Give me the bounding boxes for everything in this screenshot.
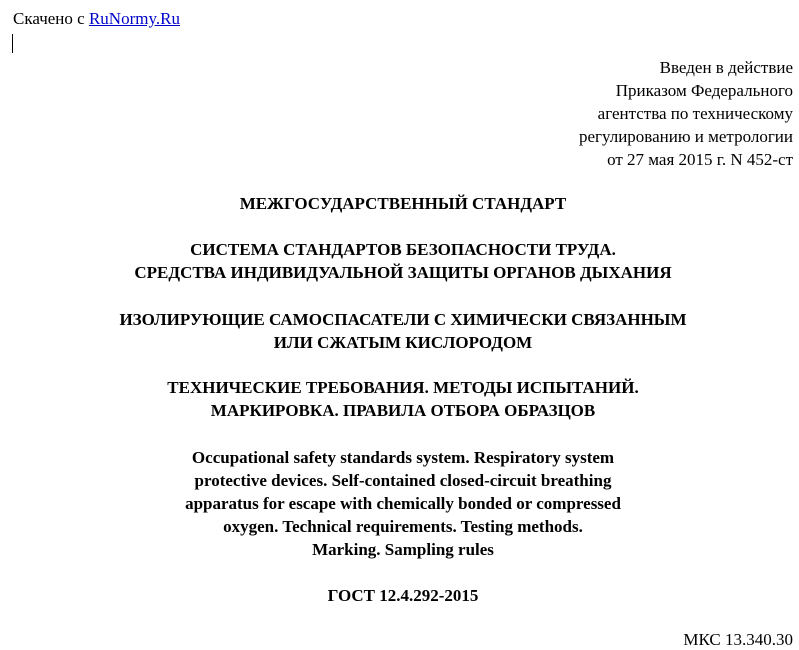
heading-line: МЕЖГОСУДАРСТВЕННЫЙ СТАНДАРТ <box>239 194 567 213</box>
title-line: СИСТЕМА СТАНДАРТОВ БЕЗОПАСНОСТИ ТРУДА. <box>190 240 616 259</box>
intro-line: от 27 мая 2015 г. N 452-ст <box>607 150 793 169</box>
gost-number-text: ГОСТ 12.4.292-2015 <box>327 586 479 605</box>
introduction-notice <box>473 56 793 171</box>
runormy-link[interactable]: RuNormy.Ru <box>88 9 180 28</box>
title-ru-block-2 <box>0 308 799 354</box>
title-en-line: apparatus for escape with chemically bonded or compressed <box>185 494 621 513</box>
title-ru-block-1 <box>0 238 799 284</box>
title-line: ТЕХНИЧЕСКИЕ ТРЕБОВАНИЯ. МЕТОДЫ ИСПЫТАНИЙ. <box>167 378 639 397</box>
text-cursor <box>12 34 13 53</box>
title-line: СРЕДСТВА ИНДИВИДУАЛЬНОЙ ЗАЩИТЫ ОРГАНОВ ДЫХАНИЯ <box>134 263 672 282</box>
title-en-line: oxygen. Technical requirements. Testing methods. <box>223 517 583 536</box>
title-en-line: Occupational safety standards system. Respiratory system <box>191 448 615 467</box>
title-ru-block-3 <box>0 376 799 422</box>
source-prefix: Скачено с <box>13 9 85 28</box>
source-line <box>13 9 180 29</box>
title-en-line: Marking. Sampling rules <box>312 540 494 559</box>
title-en-block <box>0 446 799 561</box>
intro-line: агентства по техническому <box>597 104 793 123</box>
gost-number <box>0 584 799 607</box>
title-line: МАРКИРОВКА. ПРАВИЛА ОТБОРА ОБРАЗЦОВ <box>210 401 596 420</box>
title-line: ИЗОЛИРУЮЩИЕ САМОСПАСАТЕЛИ С ХИМИЧЕСКИ СВЯЗАННЫМ <box>119 310 687 329</box>
intro-line: Введен в действие <box>659 58 793 77</box>
interstate-standard-heading <box>0 192 799 215</box>
mks-code: МКС 13.340.30 <box>683 630 793 649</box>
intro-line: регулированию и метрологии <box>578 127 793 146</box>
title-line: ИЛИ СЖАТЫМ КИСЛОРОДОМ <box>273 333 533 352</box>
intro-line: Приказом Федерального <box>615 81 793 100</box>
title-en-line: protective devices. Self-contained closed-circuit breathing <box>194 471 612 490</box>
